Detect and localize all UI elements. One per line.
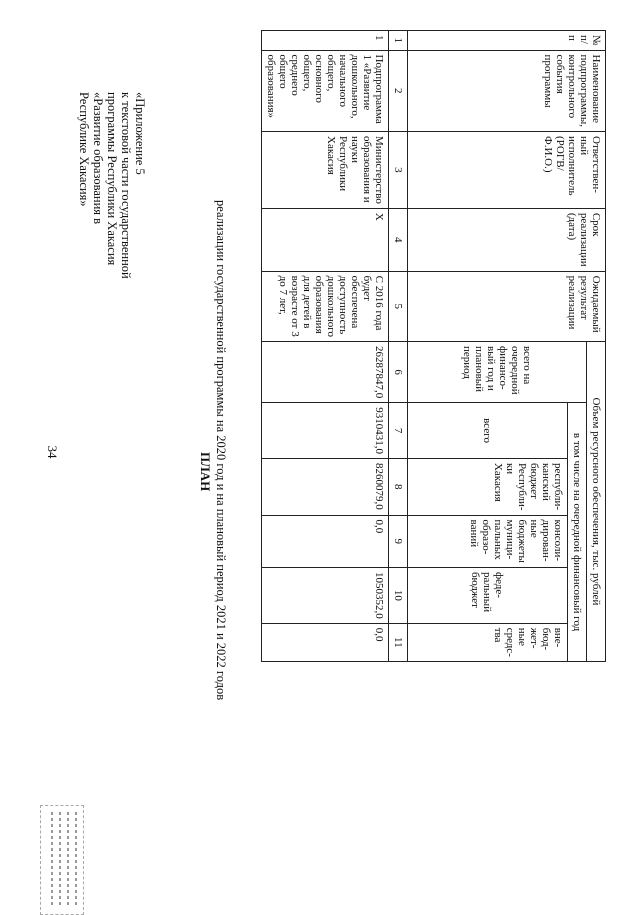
- column-number-row: [389, 31, 408, 662]
- header-republic: республи-канский бюджет Республи-ки Хакасия: [408, 458, 568, 515]
- header-all: всего: [408, 403, 568, 459]
- header-num: № п/п: [408, 31, 606, 51]
- header-extra: вне-бюд-жет-ные средс-тва: [408, 623, 568, 661]
- column-number: 4: [389, 208, 408, 271]
- appendix-note: [77, 92, 147, 304]
- column-number: 8: [389, 458, 408, 515]
- row-responsible: Министерство образования и науки Республики Хакасия: [262, 132, 389, 209]
- column-number: 5: [389, 271, 408, 341]
- appendix-line: «Развитие образования в: [91, 92, 105, 225]
- row-federal: 1050352,0: [262, 567, 389, 623]
- plan-subtitle: реализации государственной программы на 2020 год и на плановый период 2021 и 2022 годов: [214, 200, 228, 701]
- table-row: [262, 31, 389, 662]
- appendix-line: «Приложение 5: [133, 92, 147, 175]
- row-consolidated: 0,0: [262, 515, 389, 567]
- row-extra: 0,0: [262, 623, 389, 661]
- row-republic: 8260079,0: [262, 458, 389, 515]
- row-num: 1: [262, 31, 389, 51]
- header-volume: Объем ресурсного обеспечения, тыс. рублей: [587, 341, 606, 661]
- plan-table-wrapper: [261, 30, 606, 662]
- stamp: [40, 805, 84, 915]
- header-name: Наименование подпрограммы, контрольного события программы: [408, 50, 606, 132]
- column-number: 10: [389, 567, 408, 623]
- plan-title: ПЛАН: [198, 452, 213, 492]
- column-number: 7: [389, 403, 408, 459]
- header-term: Срок реализации (дата): [408, 208, 606, 271]
- header-responsible: Ответствен-ный исполнитель (РОГВ/Ф.И.О.): [408, 132, 606, 209]
- appendix-line: к текстовой части государственной: [119, 92, 133, 279]
- appendix-line: программы Республики Хакасия: [105, 92, 119, 266]
- header-consolidated: консоли-дирован-ные бюджеты муници-пальных образо-ваний: [408, 515, 568, 567]
- row-total: 26287847,0: [262, 341, 389, 402]
- row-result: С 2016 года будет обеспечена доступность дошкольного образования для детей в возрасте от 3 до 7 лет,: [262, 271, 389, 341]
- header-federal: феде-ральный бюджет: [408, 567, 568, 623]
- row-all: 9310431,0: [262, 403, 389, 459]
- header-result: Ожидаемый результат реализации: [408, 271, 606, 341]
- page-number: 34: [45, 445, 60, 459]
- plan-table: [261, 30, 606, 662]
- row-name: Подпрограмма 1 «Развитие дошкольного, начального общего, основного общего, среднего общего образования»: [262, 50, 389, 132]
- column-number: 1: [389, 31, 408, 51]
- column-number: 11: [389, 623, 408, 661]
- row-term: Х: [262, 208, 389, 271]
- column-number: 9: [389, 515, 408, 567]
- column-number: 6: [389, 341, 408, 402]
- column-number: 3: [389, 132, 408, 209]
- column-number: 2: [389, 50, 408, 132]
- appendix-line: Республике Хакасия»: [77, 92, 91, 207]
- header-total-next: всего на очередной финансо-вый год и плановый период: [408, 341, 587, 402]
- header-incl-next-year: в том числе на очередной финансовый год: [568, 403, 587, 662]
